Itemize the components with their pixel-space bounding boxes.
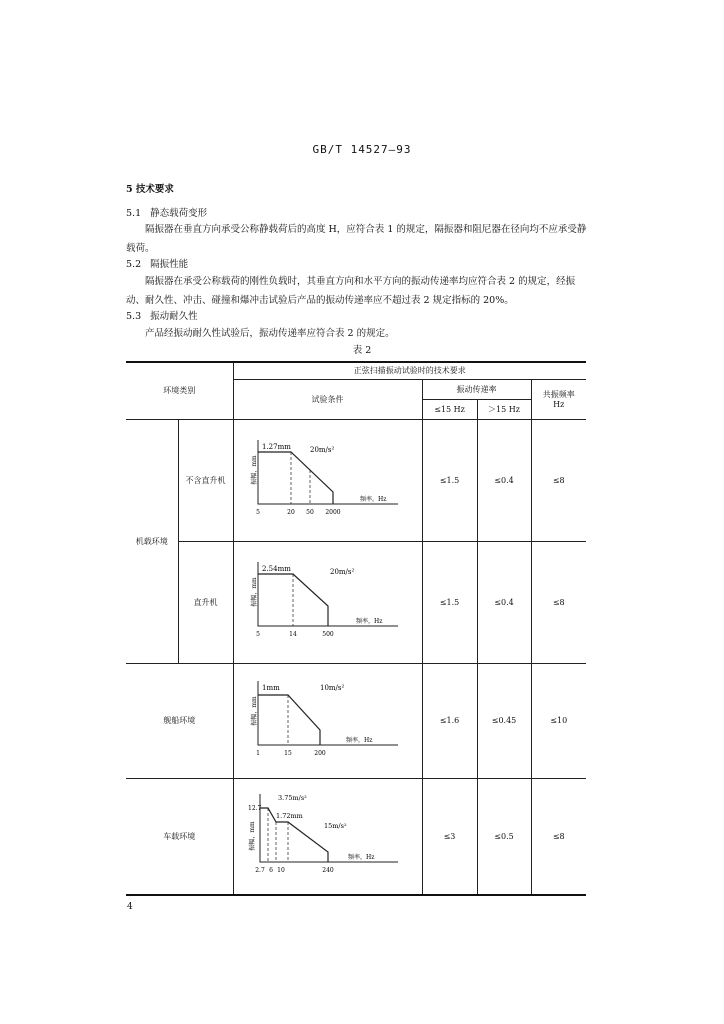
vibration-profile-chart-2 — [248, 556, 408, 648]
header-resonance-unit: Hz — [553, 400, 565, 409]
test-condition-chart-3 — [233, 663, 422, 778]
chart-3-tick-0: 1 — [255, 749, 260, 757]
chart-1-tick-1: 20 — [286, 509, 295, 516]
row-4-le15: ≤3 — [422, 778, 477, 895]
chart-4-amp-label: 1.72mm — [275, 812, 303, 821]
chart-1-tick-2: 50 — [305, 509, 314, 516]
section-5-1-title: 静态载荷变形 — [150, 208, 208, 219]
chart-4-y-tick: 12.7 — [247, 805, 261, 813]
section-5-2-body: 隔振器在承受公称载荷的刚性负载时，其垂直方向和水平方向的振动传递率均应符合表 2 的规定，经振动、耐久性、冲击、碰撞和爆冲击试验后产品的振动传递率应不超过表 2 规定指标的 20%。 — [126, 276, 576, 306]
env-vehicle: 车载环境 — [126, 778, 233, 895]
header-span: 正弦扫描振动试验时的技术要求 — [233, 362, 586, 379]
table-2 — [126, 361, 586, 896]
page-number: 4 — [127, 902, 133, 912]
header-resonance — [531, 379, 586, 419]
chart-4-tick-3: 240 — [321, 867, 334, 875]
chart-1-acc-label: 20m/s² — [309, 446, 334, 454]
header-test-conditions: 试验条件 — [233, 379, 422, 419]
chart-3-tick-2: 200 — [313, 749, 326, 757]
chart-2-y-axis-label: 振幅，mm — [250, 577, 258, 607]
chart-4-tick-0: 2.7 — [254, 867, 265, 875]
section-5-heading: 5 技术要求 — [126, 184, 174, 195]
chart-1-amp-label: 1.27mm — [261, 443, 291, 451]
test-condition-chart-1 — [233, 419, 422, 541]
chart-4-tick-1: 6 — [268, 867, 273, 875]
test-condition-chart-4 — [233, 778, 422, 895]
row-1-le15: ≤1.5 — [422, 419, 477, 541]
row-3-le15: ≤1.6 — [422, 663, 477, 778]
chart-4-x-axis-label: 频率，Hz — [347, 854, 374, 862]
chart-3-y-axis-label: 振幅，mm — [250, 695, 258, 726]
chart-4-y-axis-label: 振幅，mm — [248, 821, 256, 851]
section-5-1-heading — [126, 207, 207, 221]
chart-4-acc2-label: 3.75m/s² — [277, 794, 307, 803]
section-5-1-number: 5.1 — [126, 208, 142, 219]
chart-3-tick-1: 15 — [283, 749, 292, 757]
chart-2-tick-2: 500 — [321, 631, 334, 638]
section-5-2-heading — [126, 258, 188, 272]
vibration-profile-chart-4 — [248, 786, 408, 886]
header-resonance-label: 共振频率 — [542, 390, 575, 399]
chart-1-tick-3: 2000 — [324, 509, 341, 516]
chart-3-x-axis-label: 频率，Hz — [345, 736, 372, 744]
chart-2-tick-0: 5 — [255, 631, 260, 638]
chart-1-tick-0: 5 — [255, 509, 260, 516]
chart-2-x-axis-label: 频率，Hz — [355, 618, 382, 625]
page-header: GB/T 14527—93 — [312, 143, 412, 156]
chart-1-x-axis-label: 频率，Hz — [359, 496, 386, 503]
section-5-3-number: 5.3 — [126, 311, 142, 322]
chart-2-acc-label: 20m/s² — [329, 568, 354, 576]
row-4-gt15: ≤0.5 — [477, 778, 531, 895]
header-le15: ≤15 Hz — [422, 399, 477, 419]
row-2-resonance: ≤8 — [531, 541, 586, 663]
chart-1-y-axis-label: 振幅，mm — [250, 455, 258, 485]
row-2-le15: ≤1.5 — [422, 541, 477, 663]
section-5-3-heading — [126, 310, 198, 324]
vibration-profile-chart-3 — [248, 675, 408, 767]
env-sub-helicopter: 直升机 — [178, 541, 233, 663]
row-3-gt15: ≤0.45 — [477, 663, 531, 778]
header-env-class: 环境类别 — [126, 362, 233, 419]
test-condition-chart-2 — [233, 541, 422, 663]
row-3-resonance: ≤10 — [531, 663, 586, 778]
section-5-2-title: 隔振性能 — [150, 259, 189, 270]
chart-4-tick-2: 10 — [276, 867, 285, 875]
table-caption: 表 2 — [352, 345, 372, 356]
env-shipboard: 舰船环境 — [126, 663, 233, 778]
chart-4-acc-label: 15m/s² — [323, 822, 347, 831]
header-gt15: ＞15 Hz — [477, 399, 531, 419]
row-1-resonance: ≤8 — [531, 419, 586, 541]
row-1-gt15: ≤0.4 — [477, 419, 531, 541]
chart-3-acc-label: 10m/s² — [319, 683, 344, 692]
env-sub-non-helicopter: 不含直升机 — [178, 419, 233, 541]
chart-3-amp-label: 1mm — [261, 683, 280, 692]
section-5-2-number: 5.2 — [126, 259, 142, 270]
section-5-3-title: 振动耐久性 — [150, 311, 198, 322]
env-airborne: 机载环境 — [126, 419, 178, 663]
chart-2-tick-1: 14 — [288, 631, 297, 638]
section-5-1-body: 隔振器在垂直方向承受公称静载荷后的高度 H，应符合表 1 的规定，隔振器和阻尼器在径向均不应承受静载荷。 — [126, 224, 587, 254]
row-4-resonance: ≤8 — [531, 778, 586, 895]
header-transmissibility: 振动传递率 — [422, 379, 531, 399]
section-5-3-body: 产品经振动耐久性试验后，振动传递率应符合表 2 的规定。 — [145, 328, 395, 339]
row-2-gt15: ≤0.4 — [477, 541, 531, 663]
vibration-profile-chart-1 — [248, 434, 408, 526]
chart-2-amp-label: 2.54mm — [261, 565, 291, 573]
